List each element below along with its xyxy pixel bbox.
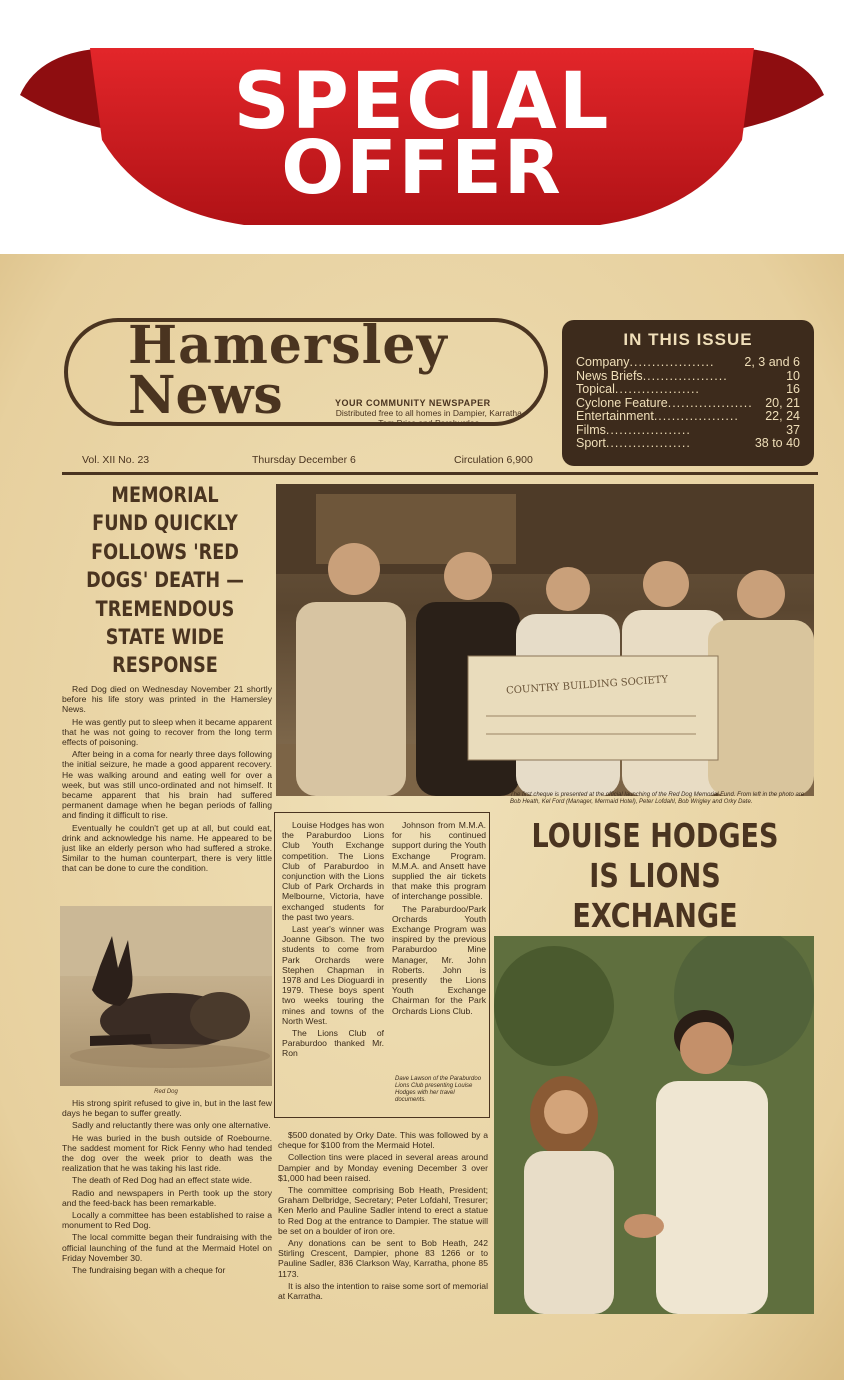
issue-date: Thursday December 6 bbox=[252, 454, 356, 466]
story-paragraph: He was buried in the bush outside of Roebourne. The saddest moment for Rick Fenny who had tended the dog over the week prior to death was the realization that he was taking his last ride. bbox=[62, 1132, 272, 1174]
cheque-photo-caption: The first cheque is presented at the official launching of the Red Dog Memorial Fund. From left in the photo are Bob Heath, Kel Ford (Manager, Mermaid Hotel), Peter Lofdahl, Bob Wrigley and Orky Date. bbox=[510, 792, 805, 805]
issue-row-company: Company ................... 2, 3 and 6 bbox=[576, 355, 800, 369]
paper-name-line1: Hamersley bbox=[128, 315, 448, 376]
story-paragraph: The committee comprising Bob Heath, President; Graham Delbridge, Secretary; Peter Lofdahl, Tresurer; Ken Merlo and Pauline Sadler intend to erect a statue to Red Dog at the entrance to Dampier. The statue will be set on a boulder of iron ore. bbox=[278, 1185, 488, 1236]
story-paragraph: Radio and newspapers in Perth took up the story and the feed-back has been remarkable. bbox=[62, 1187, 272, 1208]
story-paragraph: The local committe began their fundraising with the official launching of the fund at the Mermaid Hotel on Friday November 30. bbox=[62, 1232, 272, 1263]
lions-exchange-illustration bbox=[494, 936, 814, 1314]
paper-name-line2: News bbox=[128, 365, 283, 426]
cheque-text: COUNTRY BUILDING SOCIETY bbox=[505, 674, 669, 697]
red-dog-headline: MEMORIAL FUND QUICKLY FOLLOWS 'RED DOGS' DEATH — TREMENDOUS STATE WIDE RESPONSE bbox=[86, 483, 244, 679]
story-paragraph: Red Dog died on Wednesday November 21 shortly before his life story was printed in the Hamersley News. bbox=[62, 684, 272, 715]
story-paragraph: Any donations can be sent to Bob Heath, 242 Stirling Crescent, Dampier, phone 83 1266 or to Pauline Sadler, 836 Clarkson Way, Karratha, phone 85 1173. bbox=[278, 1238, 488, 1279]
story-paragraph: Last year's winner was Joanne Gibson. The two students to come from Park Orchards were Stephen Chapman in 1978 and Les Dioguardi in 1979. These boys spent two weeks touring the mines and towns of the North West. bbox=[282, 924, 384, 1026]
story-paragraph: The Lions Club of Paraburdoo thanked Mr. Ron bbox=[282, 1028, 384, 1059]
masthead-rule bbox=[62, 472, 818, 475]
story-paragraph: It is also the intention to raise some sort of memorial at Karratha. bbox=[278, 1280, 488, 1302]
lions-story-col-a bbox=[282, 820, 384, 1120]
cheque-presentation-photo bbox=[276, 484, 814, 796]
lions-exchange-photo bbox=[494, 936, 814, 1314]
story-paragraph: Locally a committee has been established to raise a monument to Red Dog. bbox=[62, 1210, 272, 1231]
volume-number: Vol. XII No. 23 bbox=[82, 454, 150, 466]
story-paragraph: The fundraising began with a cheque for bbox=[72, 1265, 226, 1276]
dateline bbox=[82, 454, 818, 472]
issue-row-cyclone-feature: Cyclone Feature ................... 20, 21 bbox=[576, 395, 800, 410]
lions-photo-caption: Dave Lawson of the Paraburdoo Lions Club presenting Louise Hodges with her travel documents. bbox=[395, 1076, 482, 1103]
red-dog-story-continued bbox=[278, 1130, 488, 1370]
story-paragraph: The death of Red Dog had an effect state wide. bbox=[72, 1175, 252, 1186]
issue-row-sport: Sport ................... 38 to 40 bbox=[576, 436, 800, 450]
story-paragraph: $500 donated by Orky Date. This was followed by a cheque for $100 from the Mermaid Hotel. bbox=[278, 1130, 488, 1151]
newspaper-page bbox=[0, 254, 844, 1380]
story-paragraph: Collection tins were placed in several areas around Dampier and by Monday evening December 3 over $1,000 had been raised. bbox=[278, 1152, 488, 1183]
red-dog-photo bbox=[60, 906, 272, 1086]
cheque bbox=[468, 656, 718, 760]
story-paragraph: Eventually he couldn't get up at all, but could eat, drink and acknowledge his name. He appeared to be just like an elderly person who had suffered a stroke. Similar to the human counterpart, there is very little that can be done to cure the condition. bbox=[62, 822, 272, 874]
in-this-issue-list bbox=[576, 356, 800, 451]
red-dog-caption: Red Dog bbox=[154, 1089, 178, 1095]
story-paragraph: After being in a coma for nearly three days following the initial seizure, he made a good apparent recovery. He was walking around and eating well for over a week, but was still unco-ordinated and not himself. It became apparent that his brain had suffered permanent damage when he began periods of falling and finding it difficult to rise. bbox=[62, 749, 272, 821]
special-offer-banner bbox=[0, 0, 844, 250]
circulation: Circulation 6,900 bbox=[454, 454, 533, 466]
lions-headline: LOUISE HODGES IS LIONS EXCHANGE bbox=[531, 816, 779, 935]
red-dog-story-part1 bbox=[62, 684, 272, 894]
distribution-note: Distributed free to all homes in Dampier, Karratha, Tom Price and Paraburdoo. bbox=[335, 408, 525, 428]
red-dog-illustration bbox=[60, 906, 272, 1086]
in-this-issue-box bbox=[562, 320, 814, 466]
story-paragraph: Johnson from M.M.A. for his continued support during the Youth Exchange Program. M.M.A. and Ansett have supplied the air tickets that make this program of interchange possible. bbox=[392, 820, 486, 902]
issue-row-entertainment: Entertainment ................... 22, 24 bbox=[576, 409, 800, 423]
story-paragraph: Louise Hodges has won the Paraburdoo Lions Club Youth Exchange competition. The Lions Club of Paraburdoo in conjunction with the Lions Club of Park Orchards in Melbourne, Victoria, have exchanged students for the past two years. bbox=[282, 820, 384, 922]
in-this-issue-title: IN THIS ISSUE bbox=[623, 330, 753, 349]
banner-line-offer: OFFER bbox=[281, 125, 563, 211]
issue-row-topical: Topical ................... 16 bbox=[576, 382, 800, 396]
story-paragraph: His strong spirit refused to give in, but in the last few days he began to suffer greatly. bbox=[62, 1098, 272, 1119]
lions-story-col-b bbox=[392, 820, 486, 1060]
tagline: YOUR COMMUNITY NEWSPAPER bbox=[335, 398, 491, 408]
story-paragraph: The Paraburdoo/Park Orchards Youth Exchange Program was inspired by the previous Paraburdoo Mine Manager, Mr. John Roberts. John is presently the Lions Youth Exchange Chairman for the Park Orchards Lions Club. bbox=[392, 903, 486, 1016]
red-dog-story-part2 bbox=[62, 1098, 272, 1368]
issue-row-films: Films ................... 37 bbox=[576, 422, 800, 437]
cheque-presentation-illustration bbox=[276, 484, 814, 796]
story-paragraph: Sadly and reluctantly there was only one alternative. bbox=[72, 1120, 271, 1131]
issue-row-news-briefs: News Briefs ................... 10 bbox=[576, 368, 800, 383]
story-paragraph: He was gently put to sleep when it became apparent that he was not going to recover from the long term effects of poisoning. bbox=[62, 716, 272, 748]
banner-line-special: SPECIAL bbox=[233, 57, 611, 147]
